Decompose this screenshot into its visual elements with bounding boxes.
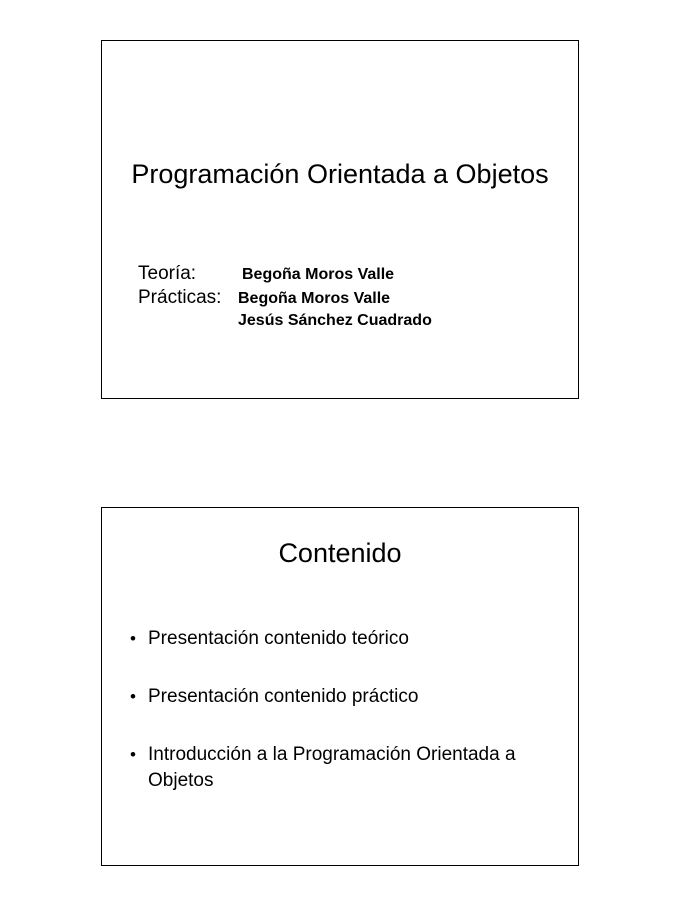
list-item-text: Presentación contenido teórico <box>148 628 409 649</box>
practicas-name-2: Jesús Sánchez Cuadrado <box>238 312 432 329</box>
practicas-name-1: Begoña Moros Valle <box>238 290 391 307</box>
list-item-text: Introducción a la Programación Orientada a Objetos <box>148 744 516 791</box>
bullet-icon: • <box>130 687 136 706</box>
credit-row-practicas-extra <box>138 311 568 336</box>
slide-title-heading: Programación Orientada a Objetos <box>131 159 549 189</box>
credits-block <box>138 263 568 336</box>
bullet-icon: • <box>130 629 136 648</box>
practicas-label: Prácticas: <box>138 287 222 308</box>
list-item <box>130 684 560 710</box>
contenido-bullet-list <box>130 626 560 794</box>
list-item <box>130 742 560 794</box>
list-item-text: Presentación contenido práctico <box>148 686 419 707</box>
credit-row-teoria <box>138 263 568 287</box>
bullet-icon: • <box>130 745 136 764</box>
teoria-label: Teoría: <box>138 263 197 284</box>
list-item <box>130 626 560 652</box>
slide-contenido-heading: Contenido <box>278 538 402 568</box>
teoria-name: Begoña Moros Valle <box>242 266 395 283</box>
slide-contenido <box>101 507 579 866</box>
slide-title <box>101 40 579 399</box>
credit-row-practicas <box>138 287 568 311</box>
